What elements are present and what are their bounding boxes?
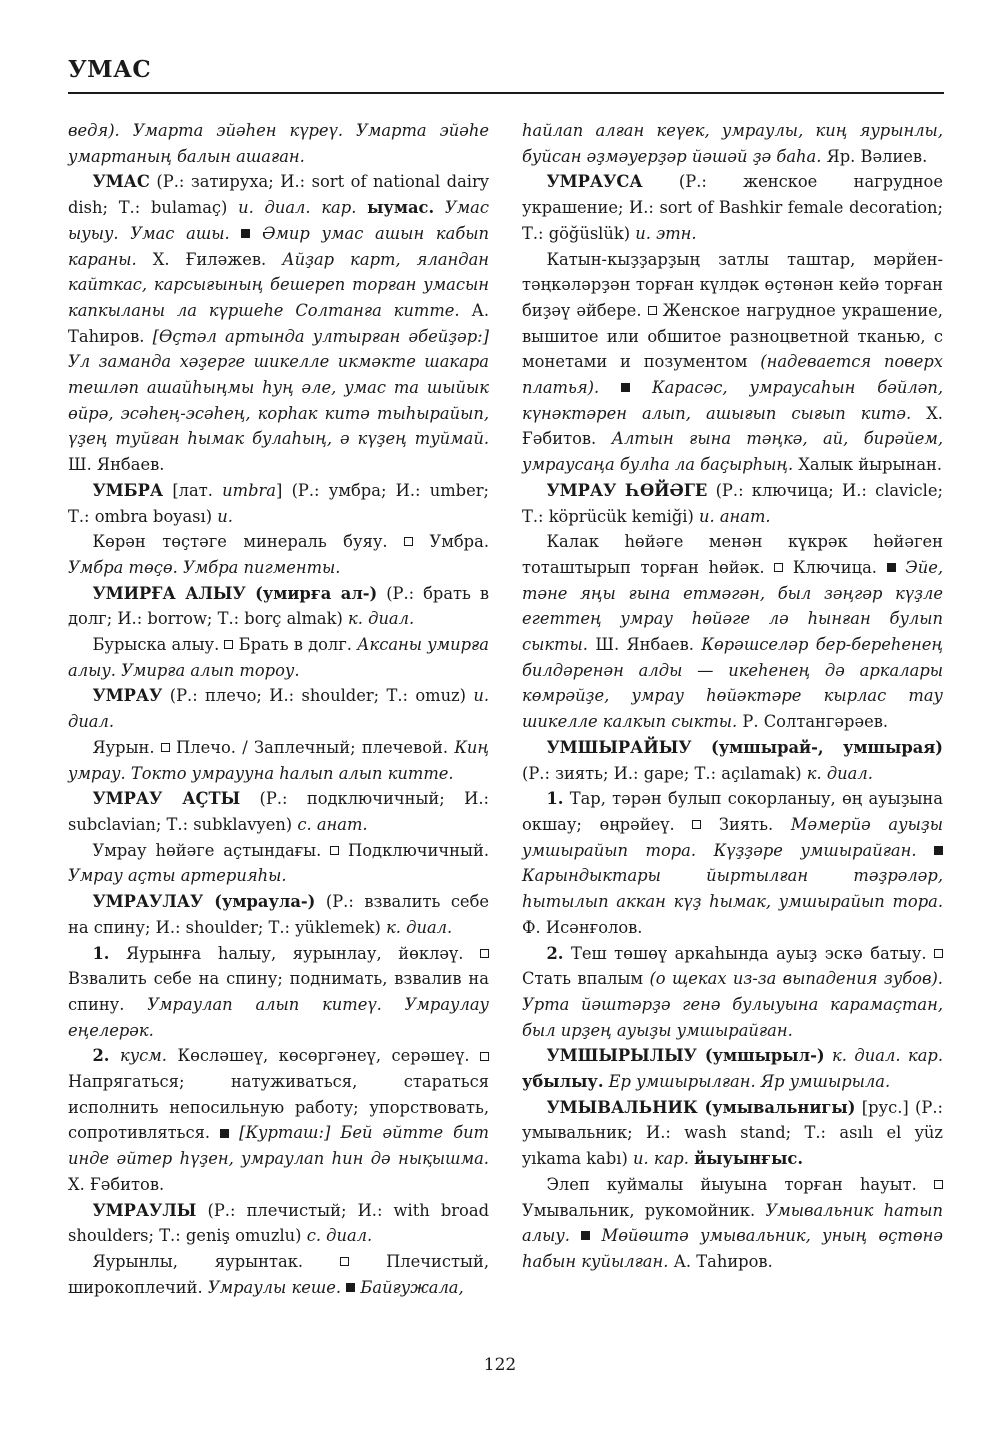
left-column [68, 118, 489, 1300]
italic-text: Киң умрау. Токто умраууна һалып алып китте. [68, 737, 489, 783]
italic-text: Эйе, тәне яңы ғына етмәгән, был зәңгәр күҙле егеттең умрау һөйәге лә һынған булып сыкты. [522, 557, 944, 655]
body-text: (Р.: плечо; И.: shoulder; Т.: omuz) [162, 686, 474, 706]
dictionary-paragraph [68, 529, 489, 580]
italic-text: (надевается поверх платья). [522, 352, 943, 398]
dictionary-paragraph [68, 581, 489, 632]
dictionary-paragraph [68, 838, 489, 889]
headword-text: 1. [92, 943, 110, 963]
open-square-marker-icon [648, 306, 657, 315]
body-text: Плечо. / Заплечный; плечевой. [169, 737, 455, 757]
body-text: (Р.: затируха; И.: sort of national dairy dish; Т.: bulamaç) [68, 172, 489, 218]
italic-text: к. диал. [386, 917, 453, 937]
headword-text: УМРАУЛЫ [92, 1200, 197, 1220]
italic-text: Ер умшырылған. Яр умшырыла. [603, 1072, 891, 1092]
body-text: Ш. Янбаев. [595, 635, 702, 655]
dictionary-paragraph [522, 941, 943, 1044]
italic-text: ведя). Умарта эйәһен күреү. Умарта эйәһе умартаның балын ашаған. [68, 121, 489, 166]
open-square-marker-icon [480, 949, 489, 958]
open-square-marker-icon [161, 743, 170, 752]
headword-text: УМЫВАЛЬНИК (умывальнигы) [546, 1097, 856, 1117]
headword-text: УМШЫРАЙЫУ (умшырай-, умшырая) [546, 737, 943, 757]
body-text: [рус.] (Р.: умывальник; И.: wash stand; Т.: asılı el yüz yıkama kabı) [522, 1097, 943, 1169]
italic-text: Мөйөштә умывальник, уның өҫтөнә һабын куйылған. [522, 1226, 943, 1271]
italic-text: с. диал. [306, 1226, 373, 1246]
filled-square-marker-icon [220, 1129, 229, 1138]
body-text: (Р.: взвалить себе на спину; И.: shoulder; Т.: yüklemek) [68, 892, 490, 937]
dictionary-paragraph [68, 683, 489, 734]
body-text: (Р.: зиять; И.: gape; Т.: açılamak) [522, 763, 807, 783]
headword-text: ыумас. [367, 198, 435, 218]
body-text: ] (Р.: умбра; И.: umber; Т.: ombra boyası) [68, 480, 489, 526]
body-text: Тар, тәрән булып сокорланыу, өң ауыҙына окшау; өңрәйеү. [522, 789, 943, 834]
body-text: Плечистый, широкоплечий. [68, 1251, 490, 1297]
body-text: Катын-кыҙҙарҙың затлы таштар, мәрйен-тәңкәләрҙән торған күлдәк өҫтөнән кейә торған биҙәү әйбере. [522, 249, 943, 320]
italic-text: к. диал. [348, 609, 415, 629]
headword-text: УМРАУ ҺӨЙӘГЕ [546, 480, 708, 500]
body-text: Яр. Вәлиев. [826, 146, 928, 166]
dictionary-paragraph [522, 169, 943, 246]
dictionary-paragraph [522, 247, 943, 478]
italic-text: [Курташ:] Бей әйтте бит инде әйтер һүҙен, умраулап һин дә нықышма. [68, 1123, 489, 1169]
headword-text: 2. [92, 1046, 110, 1066]
body-text: Х. Ғәбитов. [68, 1174, 165, 1194]
body-text: А. Таһиров. [673, 1251, 773, 1271]
running-head: УМАС [68, 56, 152, 83]
open-square-marker-icon [934, 949, 943, 958]
headword-text: УМРАУ АҪТЫ [92, 789, 241, 809]
italic-text: к. диал. [806, 763, 873, 783]
body-text: Ф. Исәнғолов. [522, 917, 643, 937]
dictionary-paragraph [522, 1043, 943, 1094]
italic-text: и. диал. [68, 686, 489, 732]
dictionary-paragraph [68, 169, 489, 477]
filled-square-marker-icon [346, 1283, 355, 1292]
italic-text: и. анат. [699, 506, 771, 526]
open-square-marker-icon [404, 537, 413, 546]
body-text: Элеп куймалы йыуына торған һауыт. [546, 1174, 935, 1194]
body-text: Х. Ғиләжев. [152, 249, 283, 269]
body-text: А. Таһиров. [68, 300, 489, 346]
body-text: Көрән төҫтәге минераль буяу. [92, 532, 405, 552]
body-text: Ш. Янбаев. [68, 455, 165, 475]
headword-text: УМРАУСА [546, 172, 643, 192]
headword-text: 2. [546, 943, 564, 963]
right-column [522, 118, 943, 1275]
italic-text: Байғужала, [355, 1277, 464, 1297]
filled-square-marker-icon [887, 563, 896, 572]
dictionary-paragraph [68, 735, 489, 786]
open-square-marker-icon [934, 1180, 943, 1189]
dictionary-paragraph [68, 941, 489, 1044]
dictionary-paragraph [68, 1043, 489, 1197]
body-text: (Р.: брать в долг; И.: borrow; Т.: borç almak) [68, 583, 490, 629]
body-text: Брать в долг. [233, 635, 358, 655]
body-text: Яурынлы, яурынтак. [92, 1251, 341, 1271]
headword-text: УМРАУ [92, 686, 163, 706]
open-square-marker-icon [774, 563, 783, 572]
headword-text: убылыу. [522, 1072, 604, 1092]
italic-text: umbra [222, 480, 276, 500]
dictionary-paragraph [68, 478, 489, 529]
body-text: Напрягаться; натуживаться, стараться исполнить непосильную работу; упорствовать, сопротивляться. [68, 1072, 489, 1143]
italic-text: Алтын ғына тәңкә, ай, бирәйем, умраусаңа булһа ла баҫырһың. [522, 429, 943, 475]
italic-text: с. анат. [297, 814, 368, 834]
italic-text: [Өҫтәл артында ултырған әбейҙәр:] Ул заманда хәҙерге шикелле икмәкте шакара тешләп ашайһыңмы һуң әле, умас та шыйык өйрә, эсәһең-эсәһең, корһак китә тыһырайып, үҙең туйған һымак булаһың, ә күҙең туймай. [68, 326, 490, 449]
italic-text: Умрау аҫты артерияһы. [68, 866, 287, 886]
italic-text: Аксаны умирға алыу. Умирға алып тороу. [68, 635, 489, 680]
italic-text: к. диал. кар. [824, 1046, 943, 1066]
italic-text: Умывальник һатып алыу. [522, 1200, 943, 1246]
headword-text: 1. [546, 789, 564, 809]
dictionary-paragraph [68, 1198, 489, 1249]
italic-text: и. этн. [635, 223, 697, 243]
open-square-marker-icon [692, 820, 701, 829]
italic-text: и. кар. [633, 1149, 695, 1169]
italic-text: и. [217, 506, 233, 526]
dictionary-paragraph [68, 118, 489, 169]
filled-square-marker-icon [934, 846, 943, 855]
dictionary-paragraph [68, 786, 489, 837]
filled-square-marker-icon [581, 1231, 590, 1240]
body-text: Стать впалым [522, 969, 650, 989]
dictionary-paragraph [522, 118, 943, 169]
body-text: Зиять. [701, 814, 791, 834]
open-square-marker-icon [480, 1052, 489, 1061]
body-text: Женское нагрудное украшение, вышитое или обшитое разноцветной тканью, с монетами и позументом [522, 300, 943, 372]
body-text: Яурын. [92, 737, 161, 757]
italic-text: Айҙар карт, яландан кайткас, карсығының бешереп торған умасын капкыланы ла күршеһе Солтанға китте. [68, 249, 489, 320]
body-text: Х. Ғәбитов. [522, 403, 943, 449]
body-text: Умывальник, рукомойник. [522, 1200, 766, 1220]
dictionary-paragraph [522, 786, 943, 940]
body-text: Халык йырынан. [798, 455, 943, 475]
italic-text: (о щеках из-за выпадения зубов). Урта йәштәрҙә генә булыуына карамаҫтан, был ирҙең ауыҙы умшырайған. [522, 969, 943, 1040]
italic-text: Мәмерйә ауыҙы умшырайып тора. Күҙҙәре умшырайған. [522, 814, 943, 860]
body-text: [лат. [163, 480, 223, 500]
dictionary-paragraph [522, 1172, 943, 1275]
body-text: (Р.: женское нагрудное украшение; И.: sort of Bashkir female decoration; Т.: göğüslük) [522, 172, 943, 243]
headword-text: УМБРА [92, 480, 164, 500]
page-number: 122 [483, 1355, 517, 1375]
headword-text: УМИРҒА АЛЫУ (умирға ал-) [92, 583, 378, 603]
body-text: Бурыска алыу. [92, 635, 225, 655]
dictionary-paragraph [522, 735, 943, 786]
italic-text: һайлап алған кеүек, умраулы, киң яурынлы, буйсан әҙмәуерҙәр йәшәй ҙә баһа. [522, 121, 943, 166]
header-rule [68, 92, 944, 94]
headword-text: йыуынғыс. [694, 1149, 804, 1169]
body-text: Умбра. [413, 532, 489, 552]
italic-text: Әмир умас ашын кабып караны. [68, 223, 489, 269]
body-text: Калак һөйәге менән күкрәк һөйәген тоташтырып торған һөйәк. [522, 532, 943, 577]
body-text: Теш төшөү аркаһында ауыҙ эскә батыу. [563, 943, 935, 963]
dictionary-paragraph [522, 478, 943, 529]
dictionary-paragraph [68, 632, 489, 683]
filled-square-marker-icon [621, 383, 630, 392]
dictionary-paragraph [522, 529, 943, 735]
body-text: Подключичный. [339, 840, 489, 860]
italic-text: кусм. [109, 1046, 167, 1066]
italic-text: Умраулы кеше. [207, 1277, 347, 1297]
headword-text: УМРАУЛАУ (умраула-) [92, 892, 316, 912]
open-square-marker-icon [330, 846, 339, 855]
headword-text: УМАС [92, 172, 150, 192]
body-text: Яурынға һалыу, яурынлау, йөкләү. [109, 943, 481, 963]
body-text: Көсләшеү, көсөргәнеү, серәшеү. [166, 1046, 481, 1066]
body-text: Умрау һөйәге аҫтындағы. [92, 840, 331, 860]
italic-text: Карасәс, умраусаһын бәйләп, күнәктәрен алып, ашығып сығып китә. [522, 378, 943, 423]
italic-text: Умбра төҫө. Умбра пигменты. [68, 557, 341, 577]
italic-text: Умас ыуыу. Умас ашы. [68, 198, 489, 243]
italic-text: и. диал. кар. [238, 198, 368, 218]
body-text: (Р.: подключичный; И.: subclavian; Т.: subklavyen) [68, 789, 489, 834]
body-text: Р. Солтангәрәев. [742, 712, 889, 732]
body-text: Взвалить себе на спину; поднимать, взвалив на спину. [68, 969, 489, 1014]
open-square-marker-icon [340, 1257, 349, 1266]
dictionary-paragraph [68, 889, 489, 940]
body-text: Ключица. [783, 557, 887, 577]
dictionary-paragraph [522, 1095, 943, 1172]
headword-text: УМШЫРЫЛЫУ (умшырыл-) [546, 1046, 825, 1066]
italic-text: Умраулап алып китеү. Умраулау еңелерәк. [68, 994, 489, 1040]
dictionary-paragraph [68, 1249, 489, 1300]
body-text: (Р.: ключица; И.: clavicle; Т.: köprücük kemiği) [522, 480, 943, 526]
italic-text: Карындыктары йыртылған тәҙрәләр, һытылып аккан күҙ һымак, умшырайып тора. [522, 866, 943, 912]
italic-text: Көрәшселәр бер-береһенең билдәренән алды — икеһенең дә аркалары көмрәйҙе, умрау һөйәктәре кырлас тау шикелле калкып сыкты. [522, 635, 943, 732]
body-text: (Р.: плечистый; И.: with broad shoulders; Т.: geniş omuzlu) [68, 1200, 489, 1246]
